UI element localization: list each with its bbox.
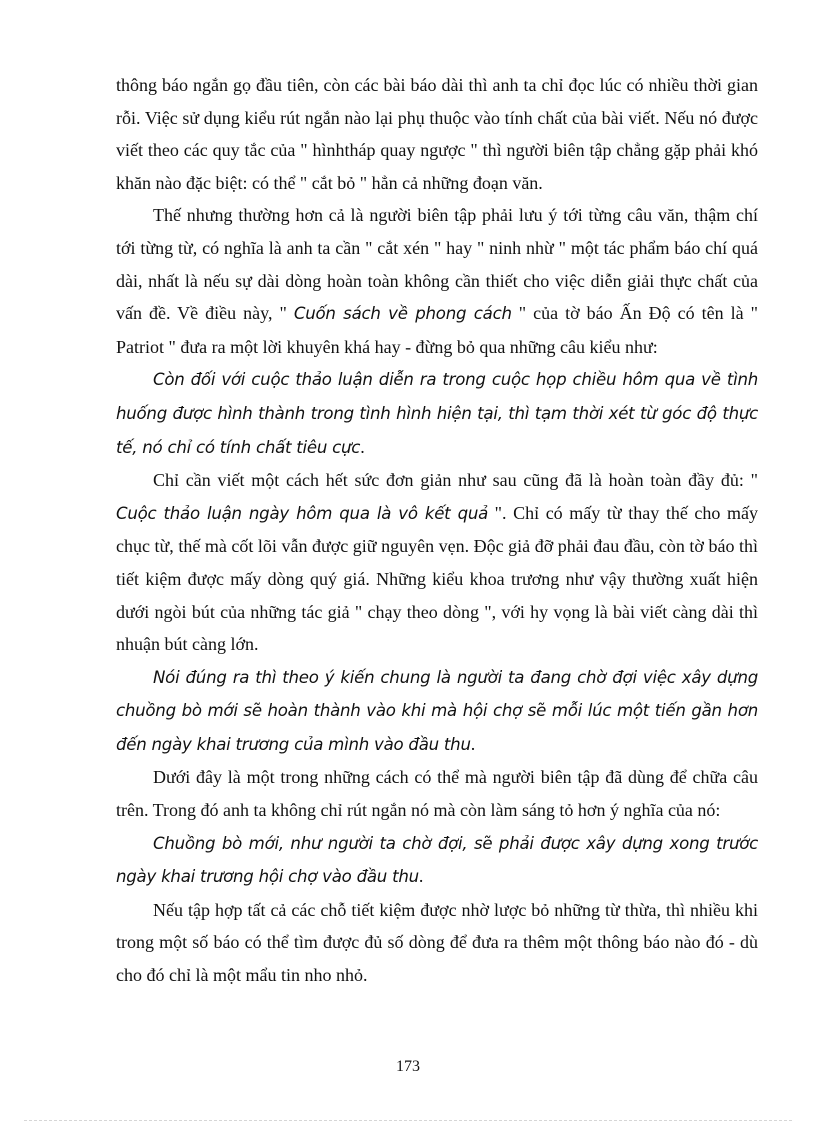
paragraph-editor-fix (116, 761, 758, 826)
text-run: Thế nhưng thường hơn cả là người biên tập phải lưu ý tới từng câu văn, thậm chí tới từng từ, có nghĩa là anh ta cần " cắt xén " hay " ninh nhừ " một tác phẩm báo chí quá dài, nhất là nếu sự dài dòng hoàn toàn không cần thiết cho việc diễn giải thực chất của vấn đề. Về điều này, " (116, 205, 758, 324)
text-run: . (418, 866, 424, 887)
text-run: Nếu tập hợp tất cả các chỗ tiết kiệm được nhờ lược bỏ những từ thừa, thì nhiều khi trong một số báo có thể tìm được đủ số dòng để đưa ra thêm một thông báo nào đó - dù cho đó chỉ là một mẩu tin nho nhỏ. (116, 899, 758, 986)
example-italic: Còn đối với cuộc thảo luận diễn ra trong cuộc họp chiều hôm qua về tình huống được hình thành trong tình hình hiện tại, thì tạm thời xét từ góc độ thực tế, nó chỉ có tính chất tiêu cực (116, 370, 758, 457)
text-run: . (360, 436, 365, 457)
text-run: . (470, 733, 476, 754)
paragraph-editor-attention (116, 199, 758, 363)
paragraph-simple-version (116, 464, 758, 661)
example-verbose-sentence (116, 363, 758, 464)
example-italic: Chuồng bò mới, như người ta chờ đợi, sẽ phải được xây dựng xong trước ngày khai trương hội chợ vào đầu thu (116, 833, 758, 887)
body-text (116, 69, 758, 992)
example-cowshed-sentence (116, 661, 758, 762)
example-italic: Nói đúng ra thì theo ý kiến chung là người ta đang chờ đợi việc xây dựng chuồng bò mới sẽ hoàn thành vào khi mà hội chợ sẽ mỗi lúc một tiến gần hơn đến ngày khai trương của mình vào đầu thu (116, 667, 758, 754)
text-run: Dưới đây là một trong những cách có thể mà người biên tập đã dùng để chữa câu trên. Trong đó anh ta không chỉ rút ngắn nó mà còn làm sáng tỏ hơn ý nghĩa của nó: (116, 767, 758, 821)
example-corrected-sentence (116, 827, 758, 894)
page-bottom-divider (24, 1120, 792, 1121)
text-run: ". Chỉ có mấy từ thay thế cho mấy chục từ, thế mà cốt lõi vẫn được giữ nguyên vẹn. Độc giả đỡ phải đau đầu, còn tờ báo thì tiết kiệm được mấy dòng quý giá. Những kiểu khoa trương như vậy thường xuất hiện dưới ngòi bút của những tác giả " chạy theo dòng ", với hy vọng là bài viết càng dài thì nhuận bút càng lớn. (116, 502, 758, 655)
page-number: 173 (396, 1058, 420, 1075)
text-run: Chỉ cần viết một cách hết sức đơn giản như sau cũng đã là hoàn toàn đầy đủ: " (153, 470, 758, 491)
text-run: thông báo ngắn gọ đầu tiên, còn các bài báo dài thì anh ta chỉ đọc lúc có nhiều thời gian rỗi. Việc sử dụng kiểu rút ngắn nào lại phụ thuộc vào tính chất của bài viết. Nếu nó được viết theo các quy tắc của " hìnhtháp quay ngược " thì người biên tập chẳng gặp phải khó khăn nào đặc biệt: có thể " cắt bỏ " hẳn cả những đoạn văn. (116, 75, 758, 193)
text-run: " của tờ báo Ấn Độ có tên là " Patriot " đưa ra một lời khuyên khá hay - đừng bỏ qua những câu kiểu như: (116, 303, 758, 357)
paragraph-conclusion (116, 894, 758, 992)
book-title-italic: Cuốn sách về phong cách (293, 304, 512, 324)
paragraph-continuation (116, 69, 758, 199)
example-italic: Cuộc thảo luận ngày hôm qua là vô kết quả (116, 503, 489, 523)
